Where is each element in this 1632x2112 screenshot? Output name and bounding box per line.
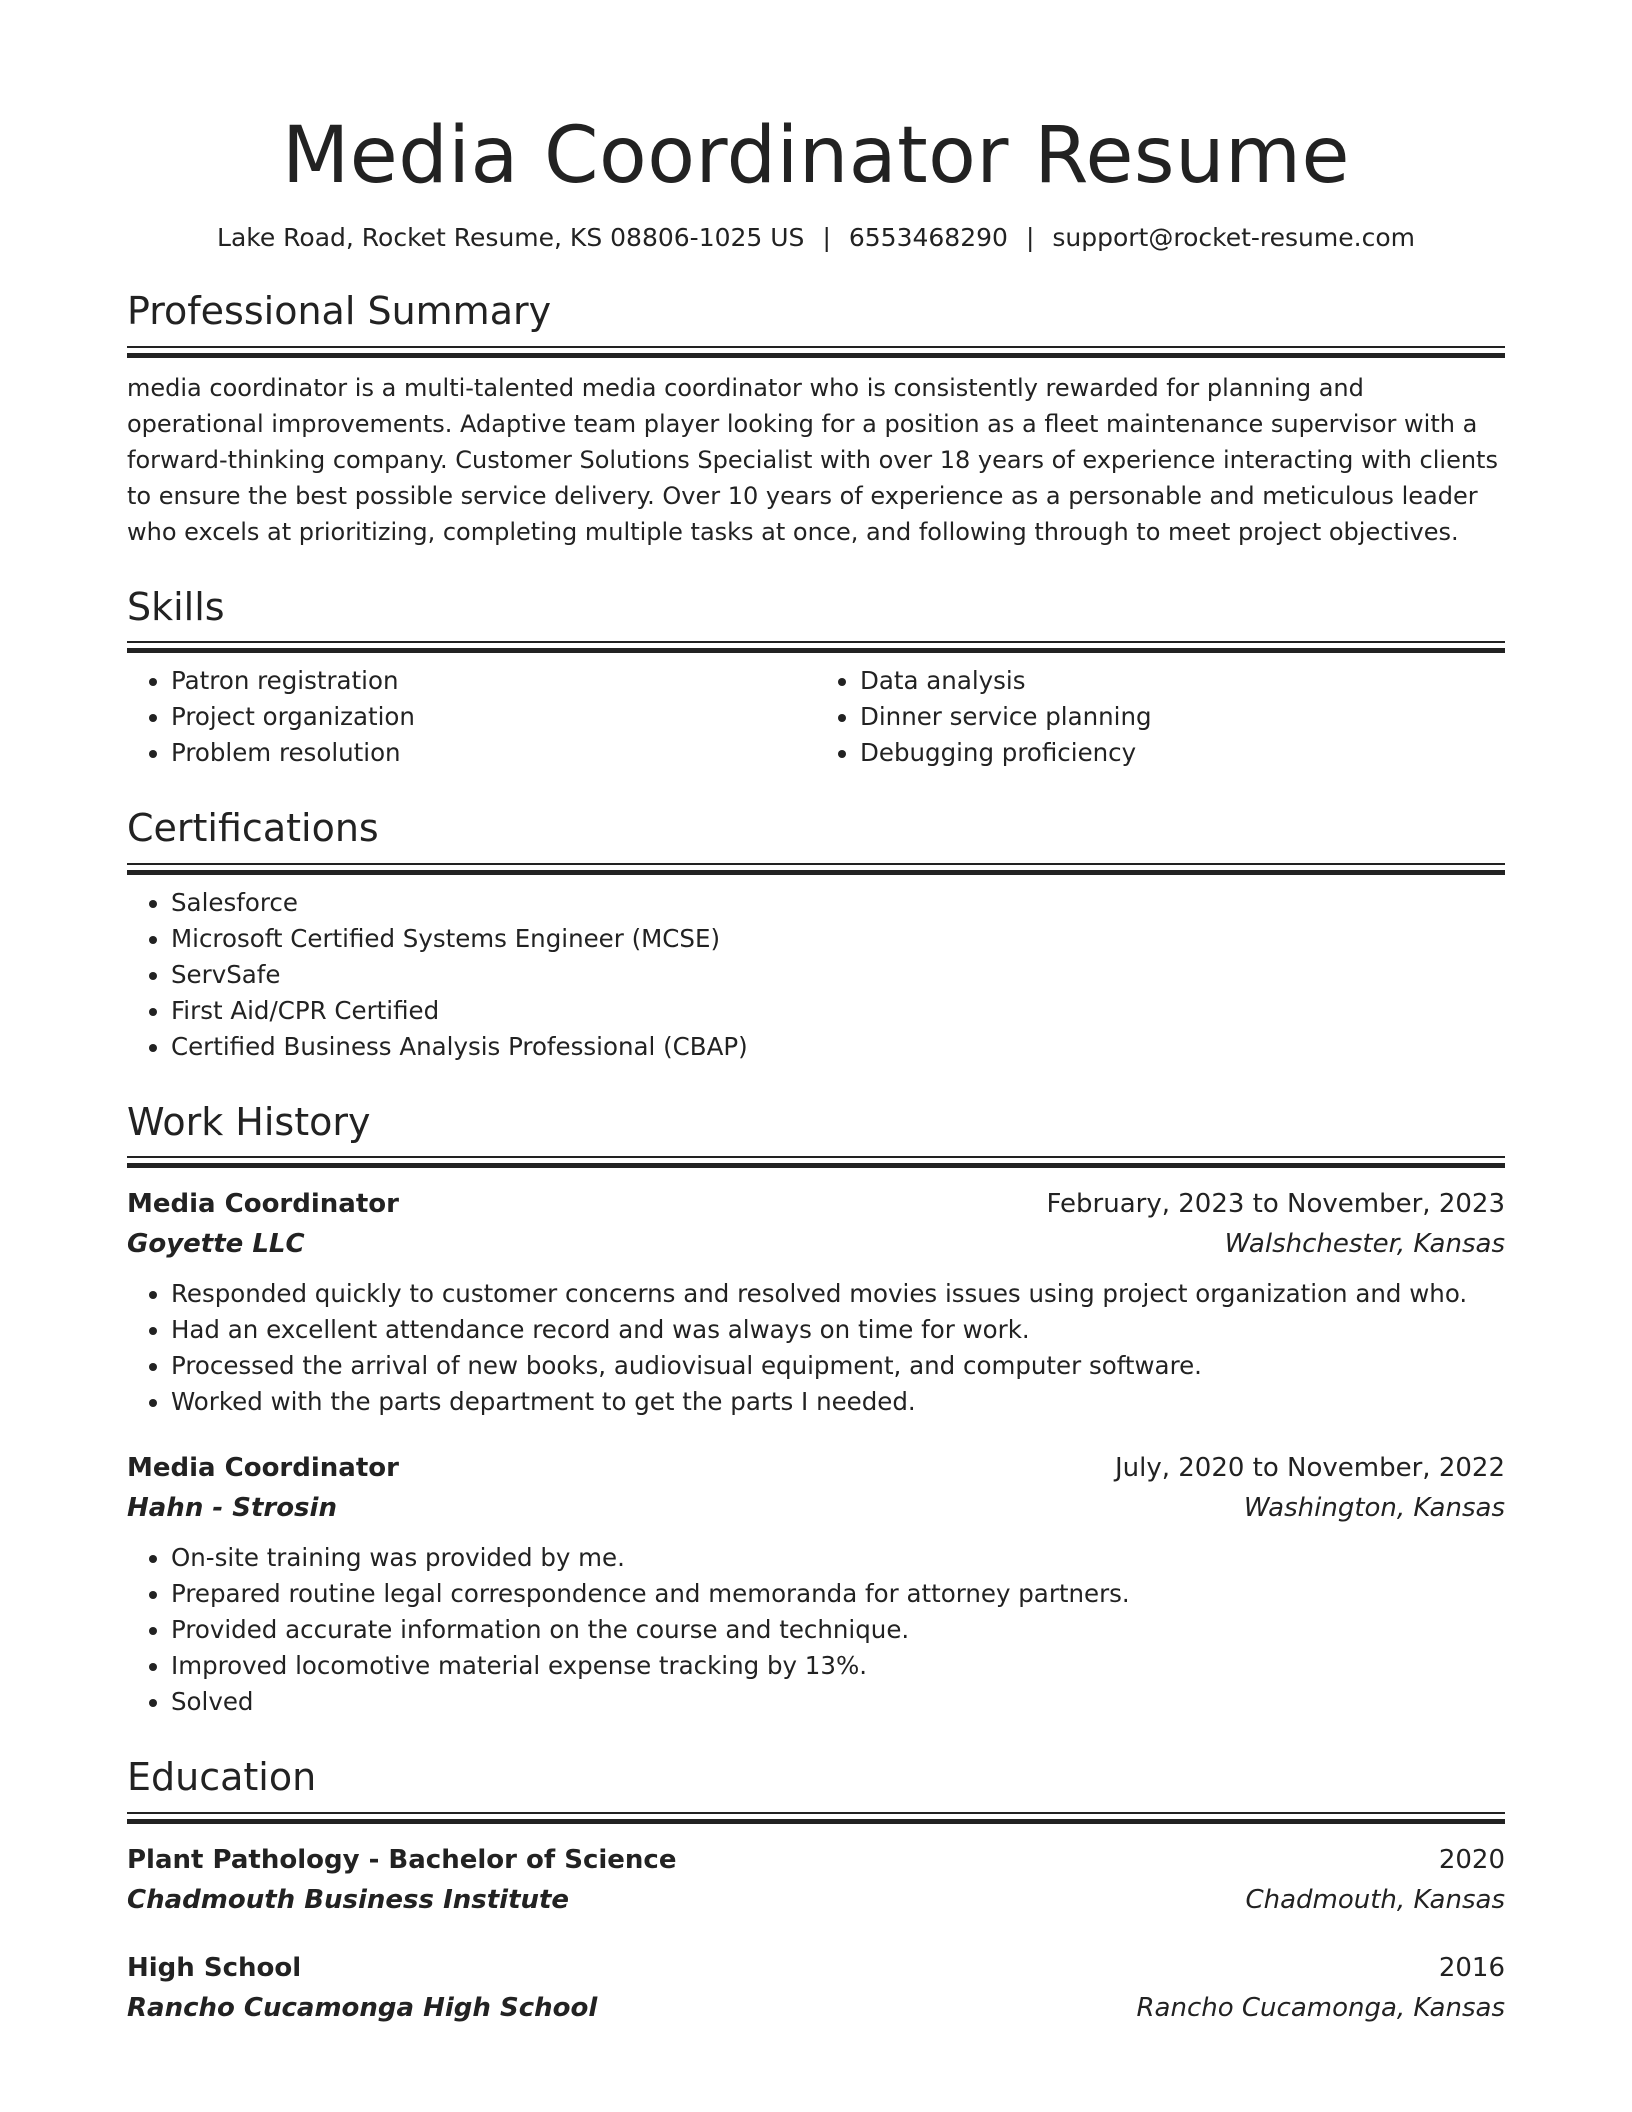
section-title-certifications: Certifications [127,806,379,851]
summary-section [127,288,1505,550]
job-bullets [127,1540,1505,1720]
job-location: Washington, Kansas [1243,1493,1505,1524]
job-header-row [127,1448,1505,1488]
section-divider [127,1812,1505,1822]
education-school: Chadmouth Business Institute [127,1884,570,1915]
education-location: Rancho Cucamonga, Kansas [1136,1992,1505,2023]
job-entry [127,1448,1505,1720]
skills-section [127,584,1505,772]
contact-phone: 6553468290 [848,222,1008,252]
education-year: 2016 [1438,1952,1505,1983]
contact-address: Lake Road, Rocket Resume, KS 08806-1025 US [217,222,805,252]
contact-separator: | [822,222,831,252]
section-title-summary: Professional Summary [127,289,552,334]
job-header-row [127,1184,1505,1224]
education-degree: Plant Pathology - Bachelor of Science [127,1844,677,1875]
job-location: Walshchester, Kansas [1224,1229,1505,1260]
list-item: • Patron registration [171,663,816,699]
education-school: Rancho Cucamonga High School [127,1992,598,2023]
job-dates: July, 2020 to November, 2022 [1114,1453,1505,1484]
section-divider [127,1156,1505,1166]
job-company-row [127,1224,1505,1264]
contact-line [127,222,1505,255]
job-company: Hahn - Strosin [127,1493,337,1524]
education-year: 2020 [1438,1844,1505,1875]
education-school-row [127,1880,1505,1920]
summary-text: media coordinator is a multi-talented media coordinator who is consistently rewarded for planning and operational improvements. Adaptive team player looking for a position as a fleet maintenance supervisor with a forward-thinking company. Customer Solutions Specialist with over 18 years of experience interacting with clients to ensure the best possible service delivery. Over 10 years of experience as a personable and meticulous leader who excels at prioritizing, completing multiple tasks at once, and following through to meet project objectives. [127,373,1498,546]
certifications-section [127,805,1505,1065]
skills-list-right [816,663,1505,771]
job-bullets [127,1276,1505,1420]
list-item: • Problem resolution [171,735,816,771]
list-item: • Data analysis [860,663,1505,699]
contact-email: support@rocket-resume.com [1052,222,1415,252]
job-entry [127,1184,1505,1420]
skills-grid [127,663,1505,771]
education-school-row [127,1988,1505,2028]
job-title: Media Coordinator [127,1189,399,1220]
list-item: • Certified Business Analysis Professional (CBAP) [171,1029,1505,1065]
job-company-row [127,1488,1505,1528]
list-item: • Processed the arrival of new books, audiovisual equipment, and computer software. [171,1348,1505,1384]
list-item: • ServSafe [171,957,1505,993]
job-company: Goyette LLC [127,1229,305,1260]
list-item: • Had an excellent attendance record and was always on time for work. [171,1312,1505,1348]
section-title-skills: Skills [127,584,225,629]
list-item: • Solved [171,1684,1505,1720]
list-item: • Salesforce [171,885,1505,921]
list-item: • Improved locomotive material expense tracking by 13%. [171,1648,1505,1684]
section-divider [127,641,1505,651]
list-item: • Project organization [171,699,816,735]
work-history-section [127,1099,1505,1721]
section-title-education: Education [127,1755,317,1800]
job-dates: February, 2023 to November, 2023 [1046,1189,1505,1220]
education-entry [127,1840,1505,1920]
certifications-list [127,885,1505,1065]
list-item: • Provided accurate information on the course and technique. [171,1612,1505,1648]
resume-title: Media Coordinator Resume [282,111,1350,201]
list-item: • Debugging proficiency [860,735,1505,771]
section-divider [127,346,1505,356]
contact-separator: | [1025,222,1035,252]
list-item: • Dinner service planning [860,699,1505,735]
list-item: • First Aid/CPR Certified [171,993,1505,1029]
education-section [127,1754,1505,2028]
section-divider [127,863,1505,873]
education-header-row [127,1948,1505,1988]
list-item: • Microsoft Certified Systems Engineer (MCSE) [171,921,1505,957]
education-entry [127,1948,1505,2028]
list-item: • On-site training was provided by me. [171,1540,1505,1576]
education-location: Chadmouth, Kansas [1245,1884,1505,1915]
skills-list-left [127,663,816,771]
education-header-row [127,1840,1505,1880]
job-title: Media Coordinator [127,1453,399,1484]
education-degree: High School [127,1952,302,1983]
section-title-work-history: Work History [127,1099,371,1144]
list-item: • Responded quickly to customer concerns and resolved movies issues using project organization and who. [171,1276,1505,1312]
list-item: • Prepared routine legal correspondence and memoranda for attorney partners. [171,1576,1505,1612]
list-item: • Worked with the parts department to get the parts I needed. [171,1384,1505,1420]
